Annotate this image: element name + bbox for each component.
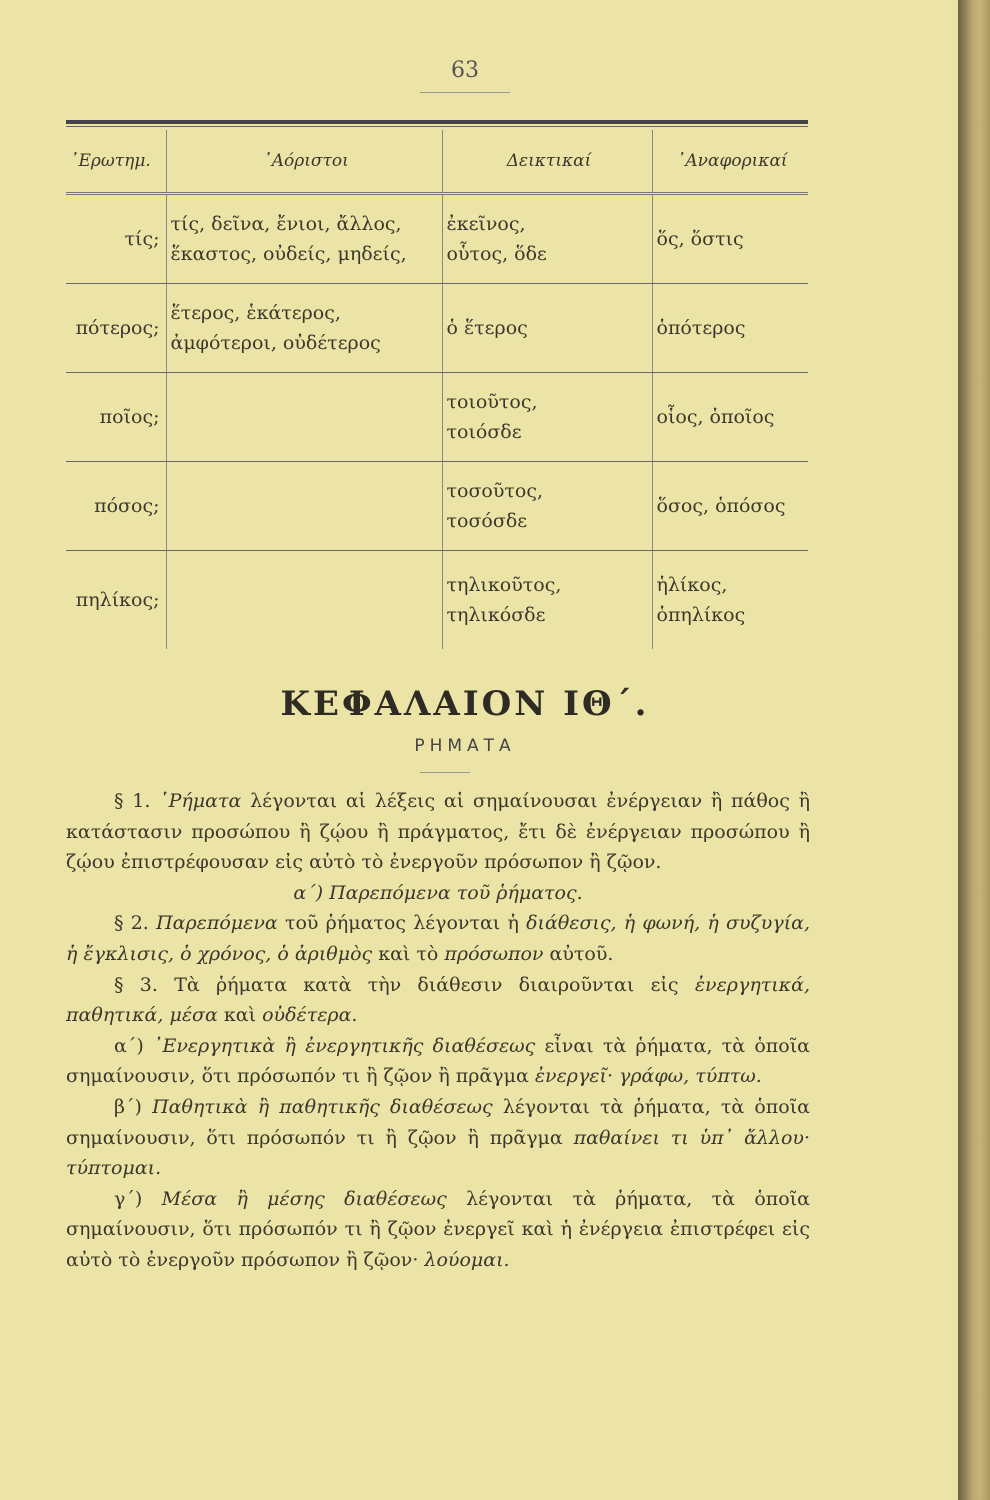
paragraph-1: § 1. ῾Ρήματα λέγονται αἱ λέξεις αἱ σημαίνουσαι ἐνέργειαν ἢ πάθος ἢ κατάστασιν προσώπου ἢ ζῴου ἢ πράγματος, ἔτι δὲ ἐνέργειαν προσώπου ἢ ζῴου ἐπιστρέφουσαν εἰς αὐτὸ τὸ ἐνεργοῦν πρόσωπον ἢ ζῷον. <box>66 790 811 874</box>
header-relative: ᾿Αναφορικαί <box>652 130 808 194</box>
section-heading-a: α΄) Παρεπόμενα τοῦ ῥήματος. <box>293 881 583 904</box>
cell-indefinite: ἕτερος, ἑκάτερος, ἀμφότεροι, οὐδέτερος <box>166 284 442 373</box>
page-number: 63 <box>451 58 479 83</box>
cell-relative: ὅς, ὅστις <box>652 194 808 284</box>
cell-demonstrative: τοιοῦτος, τοιόσδε <box>442 373 652 462</box>
paragraph-middle: γ΄) Μέσα ἢ μέσης διαθέσεως λέγονται τὰ ῥήματα, τὰ ὁποῖα σημαίνουσιν, ὅτι πρόσωπόν τι ἢ ζῷον ἐνεργεῖ καὶ ἡ ἐνέργεια ἐπιστρέφει εἰς αὐτὸ τὸ ἐνεργοῦν πρόσωπον ἢ ζῷον· λούομαι. <box>66 1187 810 1271</box>
cell-interrogative: ποῖος; <box>66 373 166 462</box>
cell-indefinite <box>166 551 442 650</box>
paragraph-passive: β΄) Παθητικὰ ἢ παθητικῆς διαθέσεως λέγονται τὰ ῥήματα, τὰ ὁποῖα σημαίνουσιν, ὅτι πρόσωπόν τι ἢ ζῷον ἢ πρᾶγμα παθαίνει τι ὑπ᾿ ἄλλου· τύπτομαι. <box>66 1095 811 1180</box>
cell-relative: ὅσος, ὁπόσος <box>652 462 808 551</box>
book-edge <box>958 0 990 1500</box>
header-indefinite: ᾿Αόριστοι <box>166 130 442 194</box>
table-row <box>66 551 808 650</box>
cell-relative: οἷος, ὁποῖος <box>652 373 808 462</box>
chapter-title: ΚΕΦΑΛΑΙΟΝ ΙΘ΄. <box>280 684 650 724</box>
table-row <box>66 462 808 551</box>
header-demonstrative: Δεικτικαί <box>442 130 652 194</box>
cell-interrogative: πόσος; <box>66 462 166 551</box>
table-row <box>66 373 808 462</box>
table-top-rule <box>66 120 808 124</box>
pronoun-table <box>66 130 808 649</box>
paragraph-active: α΄) ᾿Ενεργητικὰ ἢ ἐνεργητικῆς διαθέσεως εἶναι τὰ ῥήματα, τὰ ὁποῖα σημαίνουσιν, ὅτι πρόσωπόν τι ἢ ζῷον ἢ πρᾶγμα ἐνεργεῖ· γράφω, τύπτω. <box>66 1034 810 1088</box>
cell-demonstrative: ὁ ἕτερος <box>442 284 652 373</box>
table-top-rule-thin <box>66 126 808 127</box>
table-row <box>66 284 808 373</box>
cell-indefinite <box>166 462 442 551</box>
cell-interrogative: πηλίκος; <box>66 551 166 650</box>
table-row <box>66 194 808 284</box>
body-text <box>66 786 810 1276</box>
cell-relative: ὁπότερος <box>652 284 808 373</box>
cell-demonstrative: τηλικοῦτος, τηλικόσδε <box>442 551 652 650</box>
cell-demonstrative: ἐκεῖνος, οὗτος, ὅδε <box>442 194 652 284</box>
cell-interrogative: τίς; <box>66 194 166 284</box>
paragraph-3: § 3. Τὰ ῥήματα κατὰ τὴν διάθεσιν διαιροῦνται εἰς ἐνεργητικά, παθητικά, μέσα καὶ οὐδέτερα. <box>66 973 811 1027</box>
cell-indefinite <box>166 373 442 462</box>
table-header-row <box>66 130 808 194</box>
cell-relative: ἡλίκος, ὁπηλίκος <box>656 574 746 626</box>
cell-interrogative: πότερος; <box>66 284 166 373</box>
cell-demonstrative: τοσοῦτος, τοσόσδε <box>442 462 652 551</box>
paragraph-2: § 2. Παρεπόμενα τοῦ ῥήματος λέγονται ἡ διάθεσις, ἡ φωνή, ἡ συζυγία, ἡ ἔγκλισις, ὁ χρόνος, ὁ ἀριθμὸς καὶ τὸ πρόσωπον αὐτοῦ. <box>66 912 811 965</box>
header-interrogative: ᾿Ερωτημ. <box>66 130 166 194</box>
chapter-subtitle: ΡΗΜΑΤΑ <box>414 736 516 756</box>
cell-indefinite: τίς, δεῖνα, ἔνιοι, ἄλλος, ἕκαστος, οὐδείς, μηδείς, <box>166 194 442 284</box>
chapter-rule <box>420 772 470 773</box>
page-number-rule <box>420 92 510 93</box>
